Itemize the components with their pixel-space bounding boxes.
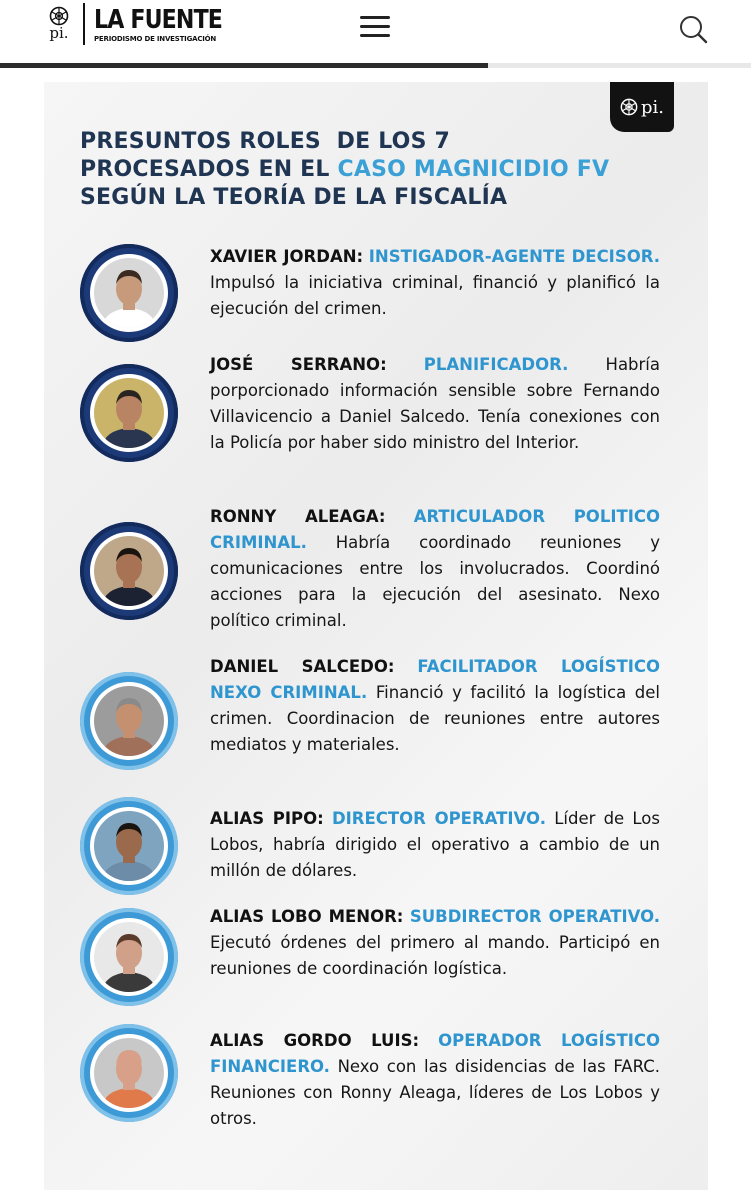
logo-name: LA FUENTE xyxy=(94,4,223,35)
person-avatar xyxy=(80,908,178,1006)
person-name: ALIAS PIPO: xyxy=(210,809,324,828)
person-role: PLANIFICADOR. xyxy=(423,355,569,374)
pi-badge-text: pi. xyxy=(640,96,664,118)
title-line-1: PRESUNTOS ROLES DE LOS 7 xyxy=(80,129,450,154)
person-role: FACILITADOR LOGÍSTICO NEXO CRIMINAL. xyxy=(210,657,660,702)
person-description xyxy=(210,352,660,456)
title-line-2 xyxy=(80,156,680,184)
logo-divider xyxy=(83,3,85,45)
infographic-card xyxy=(44,82,708,1190)
person-description xyxy=(210,654,660,758)
person-photo xyxy=(94,378,164,448)
search-icon[interactable] xyxy=(676,12,710,46)
site-logo[interactable] xyxy=(42,3,245,45)
person-avatar xyxy=(80,797,178,895)
person-description xyxy=(210,904,660,982)
pi-emblem-icon xyxy=(620,98,638,116)
logo-text xyxy=(94,6,245,43)
reading-progress-bar xyxy=(0,63,751,68)
title-line-3: SEGÚN LA TEORÍA DE LA FISCALÍA xyxy=(80,185,508,210)
person-role: INSTIGADOR-AGENTE DECISOR. xyxy=(368,247,661,266)
person-role-description: Financió y facilitó la logística del crimen. Coordinacion de reuniones entre autores mediatos y materiales. xyxy=(210,683,661,754)
infographic-title xyxy=(80,128,680,212)
person-name: ALIAS GORDO LUIS: xyxy=(210,1031,420,1050)
person-avatar xyxy=(80,364,178,462)
person-role-description: Impulsó la iniciativa criminal, financió y planificó la ejecución del crimen. xyxy=(210,273,660,318)
reading-progress-fill xyxy=(0,63,488,68)
person-role-description: Líder de Los Lobos, habría dirigido el operativo a cambio de un millón de dólares. xyxy=(210,809,661,880)
person-description xyxy=(210,244,660,322)
person-role-description: Ejecutó órdenes del primero al mando. Participó en reuniones de coordinación logística. xyxy=(210,933,660,978)
person-role-description: Nexo con las disidencias de las FARC. Reuniones con Ronny Aleaga, líderes de Los Lobos y otros. xyxy=(210,1057,661,1128)
person-role-description: Habría porporcionado información sensible sobre Fernando Villavicencio a Daniel Salcedo. Tenía conexiones con la Policía por haber sido ministro del Interior. xyxy=(210,355,661,452)
person-role: SUBDIRECTOR OPERATIVO. xyxy=(409,907,660,926)
title-highlight: CASO MAGNICIDIO FV xyxy=(337,157,610,182)
person-role: OPERADOR LOGÍSTICO FINANCIERO. xyxy=(210,1031,660,1076)
person-name: ALIAS LOBO MENOR: xyxy=(210,907,404,926)
person-name: XAVIER JORDAN: xyxy=(210,247,364,266)
logo-subtitle: PERIODISMO DE INVESTIGACIÓN xyxy=(94,34,217,43)
person-photo xyxy=(94,686,164,756)
site-header xyxy=(0,0,751,62)
logo-pi: pi. xyxy=(49,24,69,42)
person-avatar xyxy=(80,522,178,620)
person-photo xyxy=(94,811,164,881)
person-role-description: Habría coordinado reuniones y comunicaciones entre los involucrados. Coordinó acciones para la ejecución del asesinato. Nexo político criminal. xyxy=(210,533,660,630)
person-name: JOSÉ SERRANO: xyxy=(210,355,387,374)
person-name: RONNY ALEAGA: xyxy=(210,507,386,526)
person-description xyxy=(210,806,660,884)
pi-badge xyxy=(610,82,674,132)
hamburger-menu-icon[interactable] xyxy=(360,16,390,42)
person-description xyxy=(210,504,660,634)
person-photo xyxy=(94,922,164,992)
person-avatar xyxy=(80,244,178,342)
person-photo xyxy=(94,258,164,328)
person-photo xyxy=(94,536,164,606)
person-photo xyxy=(94,1038,164,1108)
person-role: DIRECTOR OPERATIVO. xyxy=(331,809,546,828)
title-line-2-text: PROCESADOS EN EL xyxy=(80,157,338,182)
person-avatar xyxy=(80,1024,178,1122)
person-avatar xyxy=(80,672,178,770)
person-role: ARTICULADOR POLITICO CRIMINAL. xyxy=(210,507,660,552)
logo-emblem-icon xyxy=(49,6,69,26)
logo-mark xyxy=(42,6,76,42)
person-description xyxy=(210,1028,660,1132)
person-name: DANIEL SALCEDO: xyxy=(210,657,395,676)
